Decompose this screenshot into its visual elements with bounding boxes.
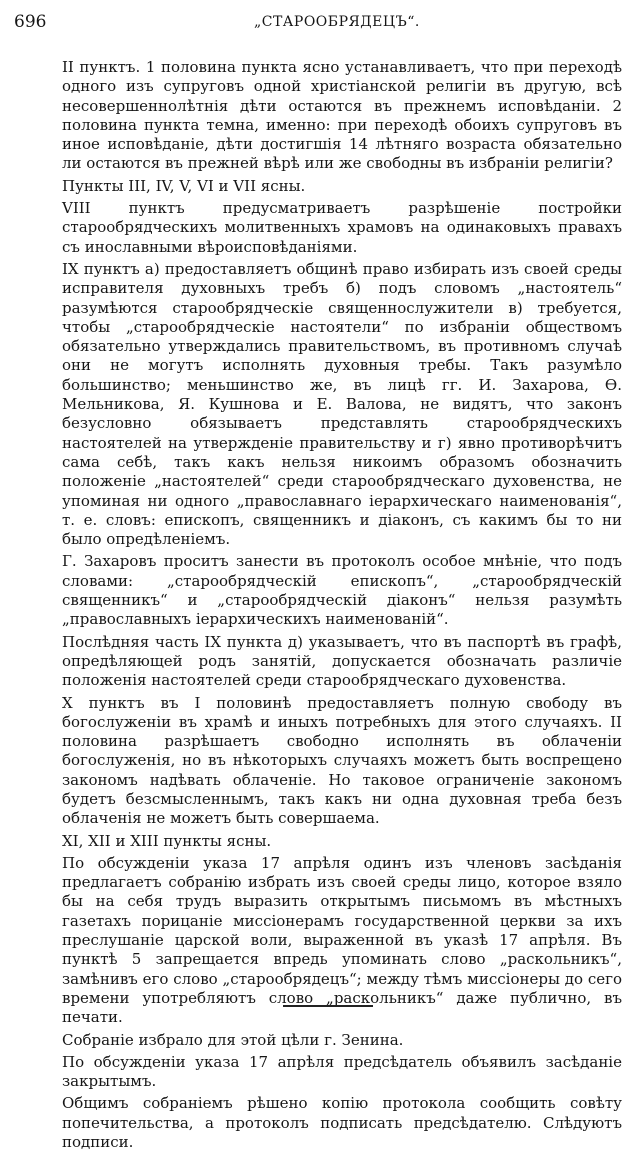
running-title: „СТАРООБРЯДЕЦЪ“. bbox=[254, 14, 420, 30]
paragraph: Г. Захаровъ проситъ занести въ протоколъ особое мнѣніе, что подъ словами: „старообрядческій епископъ“, „старообрядческій священникъ“ и „старообрядческій діаконъ“ нельзя разумѣть „православныхъ іерархическихъ наименованій“. bbox=[62, 552, 622, 629]
end-divider bbox=[283, 1005, 373, 1007]
paragraph: Общимъ собраніемъ рѣшено копію протокола сообщить совѣту попечительства, а протоколъ подписать предсѣдателю. Слѣдуютъ подписи. bbox=[62, 1094, 622, 1152]
body-text bbox=[62, 58, 622, 1152]
paragraph: II пунктъ. 1 половина пункта ясно устанавливаетъ, что при переходѣ одного изъ супруговъ одной христіанской религіи въ другую, всѣ несовершеннолѣтнія дѣти остаются въ прежнемъ исповѣданіи. 2 половина пункта темна, именно: при переходѣ обоихъ супруговъ въ иное исповѣданіе, дѣти достигшія 14 лѣтняго возраста обязательно ли остаются въ прежней вѣрѣ или же свободны въ избраніи религіи? bbox=[62, 58, 622, 173]
paragraph: XI, XII и XIII пункты ясны. bbox=[62, 831, 272, 850]
page-header bbox=[14, 12, 622, 36]
paragraph: Послѣдняя часть IX пункта д) указываетъ, что въ паспортѣ въ графѣ, опредѣляющей родъ занятій, допускается обозначать различіе положенія настоятелей среди старообрядческаго духовенства. bbox=[62, 632, 622, 690]
page-number: 696 bbox=[14, 12, 47, 32]
paragraph: X пунктъ въ I половинѣ предоставляетъ полную свободу въ богослуженіи въ храмѣ и иныхъ потребныхъ для этого случаяхъ. II половина разрѣшаетъ свободно исполнять въ облаченіи богослуженія, но въ нѣкоторыхъ случаяхъ можетъ быть воспрещено закономъ надѣвать облаченіе. Но таковое ограниченіе закономъ будетъ безсмысленнымъ, такъ какъ ни одна духовная треба безъ облаченія не можетъ быть совершаема. bbox=[62, 693, 622, 828]
paragraph: По обсужденіи указа 17 апрѣля одинъ изъ членовъ засѣданія предлагаетъ собранію избрать изъ своей среды лицо, которое взяло бы на себя трудъ выразить открытымъ письмомъ въ мѣстныхъ газетахъ порицаніе миссіонерамъ государственной церкви за ихъ преслушаніе царской воли, выраженной въ указѣ 17 апрѣля. Въ пунктѣ 5 запрещается впредь упоминать слово „раскольникъ“, замѣнивъ его слово „старообрядецъ“; между тѣмъ миссіонеры до сего времени употребляютъ слово „раскольникъ“ даже публично, въ печати. bbox=[62, 853, 622, 1027]
paragraph: IX пунктъ а) предоставляетъ общинѣ право избирать изъ своей среды исправителя духовныхъ требъ б) подъ словомъ „настоятель“ разумѣются старообрядческіе священнослужители в) требуется, чтобы „старообрядческіе настоятели“ по избраніи обществомъ обязательно утверждались правительствомъ, въ противномъ случаѣ они не могутъ исполнять духовныя требы. Такъ разумѣло большинство; меньшинство же, въ лицѣ гг. И. Захарова, Ѳ. Мельникова, Я. Кушнова и Е. Валова, не видятъ, что законъ безусловно обязываетъ представлять старообрядческихъ настоятелей на утвержденіе правительству и г) явно противорѣчитъ сама себѣ, такъ какъ нельзя никоимъ образомъ обозначить положеніе „настоятелей“ среди старообрядческаго духовенства, не упоминая ни одного „православнаго іерархическаго наименованія“, т. е. словъ: епископъ, священникъ и діаконъ, съ какимъ бы то ни было опредѣленіемъ. bbox=[62, 259, 622, 549]
paragraph: Собраніе избрало для этой цѣли г. Зенина. bbox=[62, 1030, 404, 1049]
paragraph: VIII пунктъ предусматриваетъ разрѣшеніе постройки старообрядческихъ молитвенныхъ храмовъ на одинаковыхъ правахъ съ инославными вѣроисповѣданіями. bbox=[62, 199, 622, 256]
paragraph: Пункты III, IV, V, VI и VII ясны. bbox=[62, 176, 306, 195]
paragraph: По обсужденіи указа 17 апрѣля предсѣдатель объявилъ засѣданіе закрытымъ. bbox=[62, 1052, 622, 1091]
